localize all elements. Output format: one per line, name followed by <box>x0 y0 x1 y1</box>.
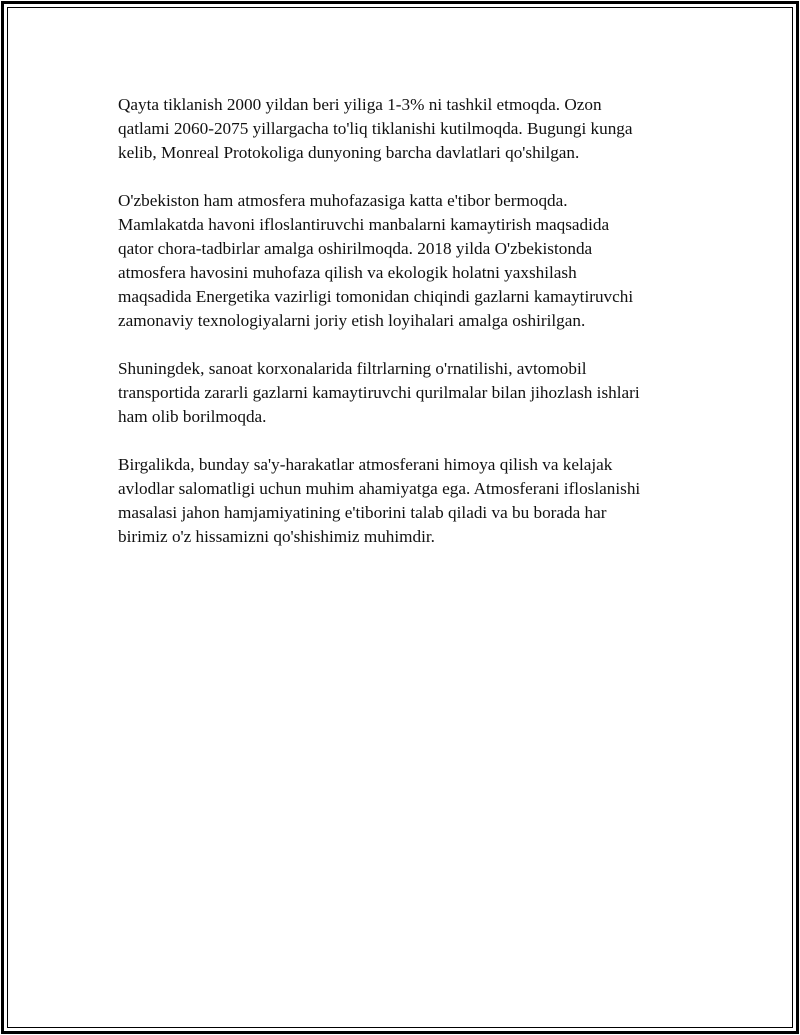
paragraph-uzbekistan-measures: O'zbekiston ham atmosfera muhofazasiga katta e'tibor bermoqda. Mamlakatda havoni ifloslantiruvchi manbalarni kamaytirish maqsadida qator chora-tadbirlar amalga oshirilmoqda. 2018 yilda O'zbekistonda atmosfera havosini muhofaza qilish va ekologik holatni yaxshilash maqsadida Energetika vazirligi tomonidan chiqindi gazlarni kamaytiruvchi zamonaviy texnologiyalarni joriy etish loyihalari amalga oshirilgan. <box>118 191 634 330</box>
document-body <box>118 93 688 573</box>
paragraph-ozone-recovery: Qayta tiklanish 2000 yildan beri yiliga 1-3% ni tashkil etmoqda. Ozon qatlami 2060-2075 yillargacha to'liq tiklanishi kutilmoqda. Bugungi kunga kelib, Monreal Protokoliga dunyoning barcha davlatlari qo'shilgan. <box>118 95 633 162</box>
paragraph-industry-filters: Shuningdek, sanoat korxonalarida filtrlarning o'rnatilishi, avtomobil transportida zararli gazlarni kamaytiruvchi qurilmalar bilan jihozlash ishlari ham olib borilmoqda. <box>118 359 640 426</box>
paragraph-conclusion: Birgalikda, bunday sa'y-harakatlar atmosferani himoya qilish va kelajak avlodlar salomatligi uchun muhim ahamiyatga ega. Atmosferani ifloslanishi masalasi jahon hamjamiyatining e'tiborini talab qiladi va bu borada har birimiz o'z hissamizni qo'shishimiz muhimdir. <box>118 455 641 546</box>
